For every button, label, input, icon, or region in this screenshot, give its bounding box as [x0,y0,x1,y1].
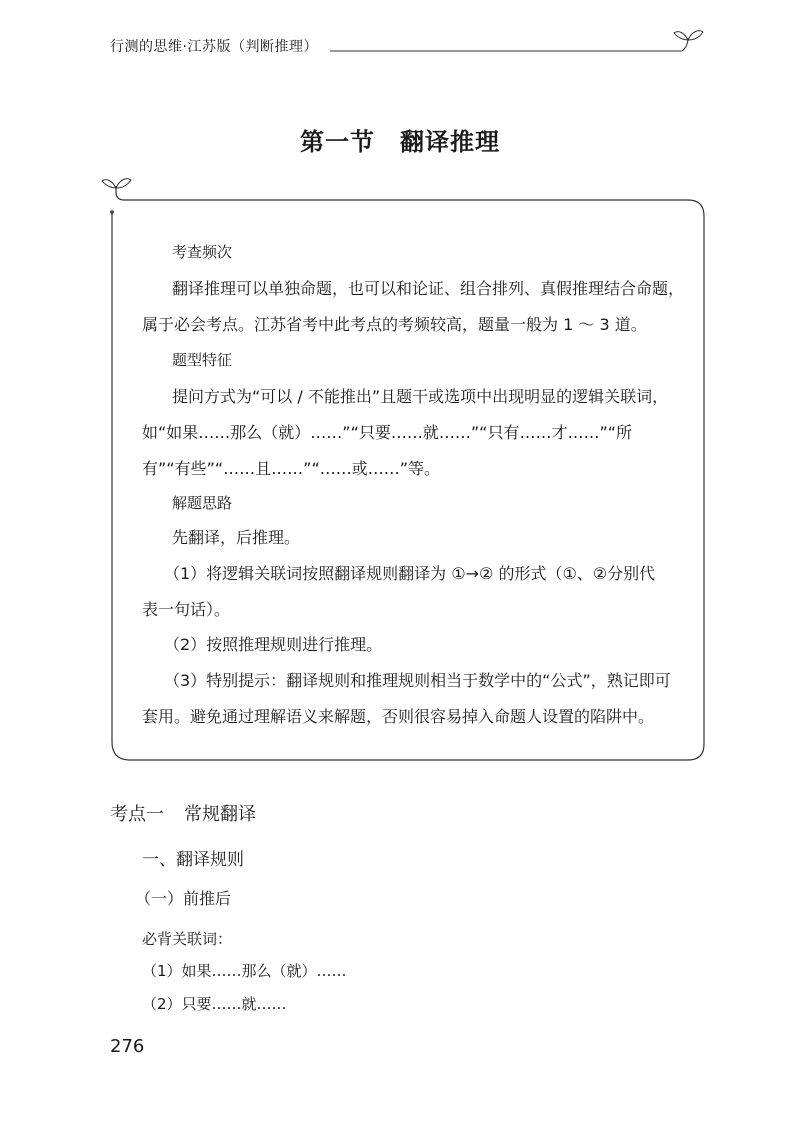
approach-heading: 解题思路 [172,494,233,512]
step-3-line: 套用。避免通过理解语义来解题，否则很容易掉入命题人设置的陷阱中。 [142,707,655,726]
feature-text-line: 提问方式为“可以 / 不能推出”且题干或选项中出现明显的逻辑关联词， [172,387,669,406]
feature-text-line: 有”“有些”“……且……”“……或……”等。 [142,459,441,478]
rules-subheading: （一）前推后 [135,889,232,908]
step-1-line: （1）将逻辑关联词按照翻译规则翻译为 ①→② 的形式（①、②分别代 [164,564,656,583]
list-item: （2）只要……就…… [142,995,287,1013]
step-2: （2）按照推理规则进行推理。 [164,635,383,654]
approach-intro: 先翻译，后推理。 [172,528,301,547]
feature-text-line: 如“如果……那么（就）……”“只要……就……”“只有……才……”“所 [142,423,633,442]
frequency-heading: 考查频次 [172,243,233,261]
must-memorize-label: 必背关联词： [142,930,233,948]
rules-heading: 一、翻译规则 [142,850,244,870]
page-number: 276 [110,1036,145,1057]
feature-heading: 题型特征 [172,351,233,369]
list-item: （1）如果……那么（就）…… [142,962,347,980]
kaodian-label: 考点一 [110,804,164,825]
running-header-title: 行测的思维·江苏版（判断推理） [110,39,318,55]
kaodian-heading [110,800,256,826]
sprout-icon [102,179,131,188]
frequency-text-line: 翻译推理可以单独命题，也可以和论证、组合排列、真假推理结合命题， [172,279,685,298]
frequency-text-line: 属于必会考点。江苏省考中此考点的考频较高，题量一般为 1 ～ 3 道。 [142,315,647,334]
step-1-line: 表一句话）。 [142,600,231,619]
kaodian-title: 常规翻译 [184,804,256,825]
step-3-line: （3）特别提示：翻译规则和推理规则相当于数学中的“公式”，熟记即可 [164,671,671,690]
section-title: 第一节 翻译推理 [300,128,500,156]
